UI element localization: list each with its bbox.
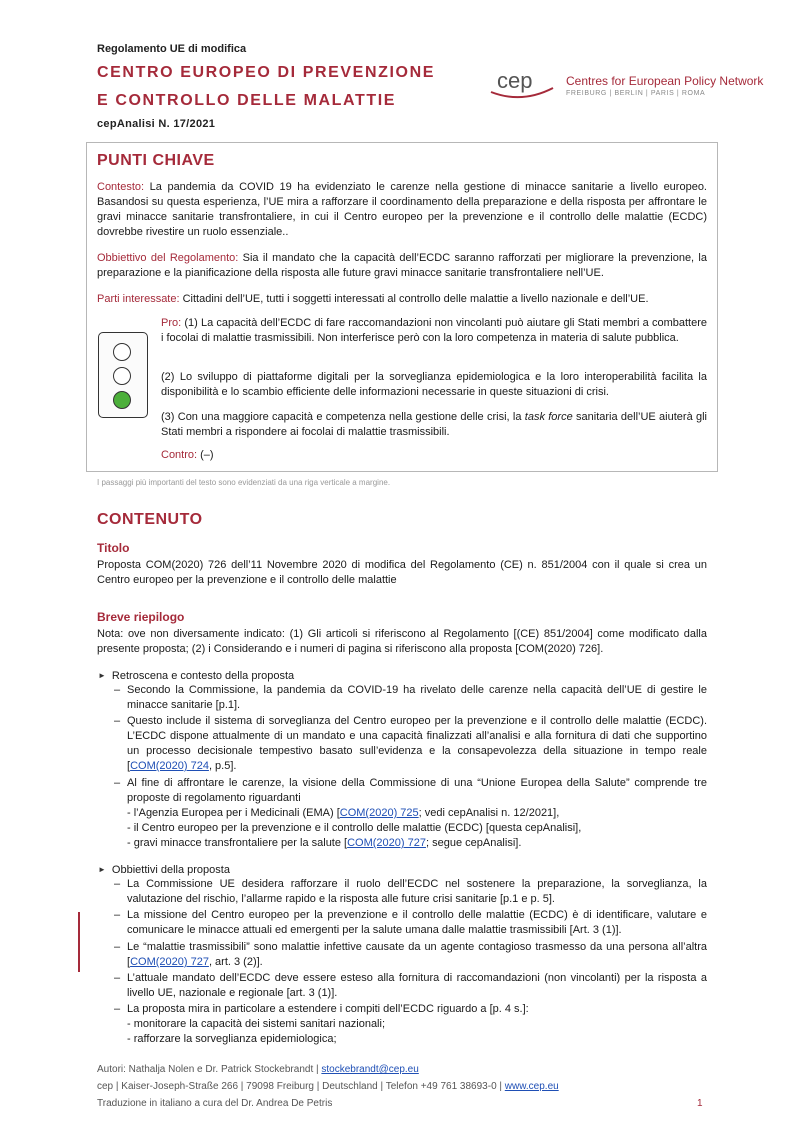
sub-text: - gravi minacce transfrontaliere per la salute [ [127,837,348,849]
title-text: Proposta COM(2020) 726 dell’11 Novembre 2020 di modifica del Regolamento (CE) n. 851/2004 con il quale si crea un Centro europeo per la prevenzione e il controllo delle malattie [97,559,707,586]
context-text: La pandemia da COVID 19 ha evidenziato le carenze nella gestione di minacce sanitarie a livello europeo. Basandosi su questa esperienza, l’UE mira a rafforzare il coordinamento della preparazione e della risposta per affrontare le gravi minacce sanitarie transfrontaliere, in cui il Centro europeo per la prevenzione e il controllo delle malattie (ECDC) dovrebbe rivestire un ruolo essenziale.. [97,181,707,238]
bullet-objectives [98,862,230,878]
title-heading: Titolo [97,541,130,555]
stakeholders-label: Parti interessate: [97,293,180,305]
dash-icon: – [114,1003,121,1015]
dash-item [114,1002,707,1017]
sub-text: ; segue cepAnalisi]. [425,837,522,849]
traffic-light-icon [98,332,148,418]
com-724-link[interactable]: COM(2020) 724 [130,760,209,772]
margin-note: I passaggi più importanti del testo sono evidenziati da una riga verticale a margine. [97,478,391,487]
summary-heading: Breve riepilogo [97,610,185,624]
pro-3-emphasis: task force [524,411,573,423]
importance-margin-bar [78,912,80,972]
key-points-heading: PUNTI CHIAVE [97,152,215,169]
traffic-light-yellow-off [113,367,131,385]
document-title-line2: E CONTROLLO DELLE MALATTIE [97,92,397,109]
footer-address [97,1081,559,1092]
pro-3-text-a: (3) Con una maggiore capacità e competenza nella gestione delle crisi, la [161,411,525,423]
objective-text: Sia il mandato che la capacità dell’ECDC saranno rafforzati per migliorare la prevenzione, la preparazione e la pianificazione della risposta alle future gravi minacce sanitarie transfrontaliere nell’UE. [97,252,707,279]
summary-note: Nota: ove non diversamente indicato: (1) Gli articoli si riferiscono al Regolamento [(CE) 851/2004] come modificato dalla presente proposta; (2) i Considerando e i numeri di pagina si riferiscono alla proposta [COM(2020) 726]. [97,628,707,655]
dash-text: Questo include il sistema di sorveglianza del Centro europeo per la prevenzione e il controllo delle malattie (ECDC). L’ECDC dispone attualmente di un mandato e una capacità finalizzati all’analisi e alla fornitura di dati che supportino un processo decisionale tempestivo basato sull’evidenza e la consapevolezza della situazione in tempo reale [ [127,715,707,772]
document-title-line1: CENTRO EUROPEO DI PREVENZIONE [97,64,435,81]
sub-text: - l’Agenzia Europea per i Medicinali (EMA) [ [127,807,340,819]
dash-text: Secondo la Commissione, la pandemia da COVID-19 ha rivelato delle carenze nella capacità dell’UE di gestire le minacce sanitarie [p.1]. [127,684,707,711]
dash-text: , p.5]. [208,760,237,772]
dash-text: L’attuale mandato dell’ECDC deve essere esteso alla fornitura di raccomandazioni (non vincolanti) per la risposta a livello UE, nazionale e regionale [art. 3 (1)]. [127,972,707,999]
logo-mark-text: cep [497,68,533,93]
footer-authors-text: Autori: Nathalja Nolen e Dr. Patrick Stockebrandt | [97,1064,322,1075]
bullet-background-title: Retroscena e contesto della proposta [111,670,295,682]
pro-paragraph-2: (2) Lo sviluppo di piattaforme digitali per la sorveglianza epidemiologica e la loro interoperabilità facilita la disponibilità e lo scambio efficiente delle informazioni necessarie in queste situazioni di crisi. [161,371,707,398]
dash-text: , art. 3 (2)]. [208,956,263,968]
bullet-background [98,668,294,684]
dash-text: La Commissione UE desidera rafforzare il ruolo dell’ECDC nel sostenere la preparazione, la sorveglianza, la valutazione del rischio, l’allarme rapido e la risposta alle future crisi sanitarie [p.1 e p. 5]. [127,878,707,905]
sub-text: ; vedi cepAnalisi n. 12/2021], [418,807,560,819]
pro-label: Pro: [161,317,182,329]
dash-item [114,776,707,806]
sub-item: - rafforzare la sorveglianza epidemiologica; [127,1033,337,1045]
sub-item [127,836,707,851]
dash-item [114,877,707,907]
sub-item: - il Centro europeo per la prevenzione e il controllo delle malattie (ECDC) [questa cepAnalisi], [127,822,582,834]
context-paragraph [97,180,707,240]
logo-cities: FREIBURG | BERLIN | PARIS | ROMA [566,90,706,97]
analysis-number: cepAnalisi N. 17/2021 [97,118,216,130]
traffic-light-green-on [113,391,131,409]
dash-item [114,683,707,713]
dash-item [114,908,707,938]
dash-item [114,714,707,774]
dash-icon: – [114,684,121,696]
context-label: Contesto: [97,181,145,193]
com-725-link[interactable]: COM(2020) 725 [339,807,419,819]
dash-icon: – [114,777,121,789]
dash-icon: – [114,715,121,727]
author-email-link[interactable]: stockebrandt@cep.eu [321,1064,419,1075]
dash-icon: – [114,972,121,984]
content-heading: CONTENUTO [97,511,203,528]
pro-paragraph-1 [161,316,707,346]
com-727-link[interactable]: COM(2020) 727 [347,837,426,849]
contra-text: (–) [200,449,214,461]
contra-paragraph [161,448,707,463]
pro-3-text-b: sanitaria dell’UE aiuterà gli Stati membri a rispondere ai focolai di malattie trasmissibili. [161,411,707,438]
com-727-link-2[interactable]: COM(2020) 727 [130,956,209,968]
sub-item: - monitorare la capacità dei sistemi sanitari nazionali; [127,1018,386,1030]
contra-label: Contro: [161,449,198,461]
dash-icon: – [114,878,121,890]
page-number: 1 [697,1098,703,1109]
document-kicker: Regolamento UE di modifica [97,43,247,55]
objective-label: Obbiettivo del Regolamento: [97,252,239,264]
sub-item [127,806,707,821]
dash-text: La proposta mira in particolare a estendere i compiti dell’ECDC riguardo a [p. 4 s.]: [127,1003,529,1015]
cep-logo-icon [487,64,557,104]
dash-item [114,940,707,970]
stakeholders-text: Cittadini dell’UE, tutti i soggetti interessati al controllo delle malattie a livello nazionale e dell’UE. [182,293,649,305]
bullet-objectives-title: Obbiettivi della proposta [111,864,230,876]
footer-authors [97,1064,419,1075]
dash-text: Le “malattie trasmissibili” sono malattie infettive causate da un agente contagioso trasmesso da una persona all’altra [ [127,941,707,968]
pro-paragraph-3 [161,410,707,440]
triangle-bullet-icon: ► [98,865,106,874]
objective-paragraph [97,251,707,281]
traffic-light-red-off [113,343,131,361]
triangle-bullet-icon: ► [98,671,106,680]
dash-icon: – [114,941,121,953]
stakeholders-paragraph [97,292,707,307]
dash-icon: – [114,909,121,921]
dash-text: Al fine di affrontare le carenze, la visione della Commissione di una “Unione Europea della Salute” comprende tre proposte di regolamento riguardanti [127,777,707,804]
pro-text-1: (1) La capacità dell’ECDC di fare raccomandazioni non vincolanti può aiutare gli Stati membri a combattere i focolai di malattie trasmissibili. Non interferisce però con la loro competenza in materia di salute pubblica. [161,317,707,344]
footer-address-text: cep | Kaiser-Joseph-Straße 266 | 79098 Freiburg | Deutschland | Telefon +49 761 38693-0 | [97,1081,505,1092]
dash-text: La missione del Centro europeo per la prevenzione e il controllo delle malattie (ECDC) è di identificare, valutare e comunicare le minacce attuali ed emergenti per la salute umana dalle malattie trasmissibili [Art. 3 (1)]. [127,909,707,936]
footer-translation: Traduzione in italiano a cura del Dr. Andrea De Petris [97,1098,333,1109]
website-link[interactable]: www.cep.eu [504,1081,559,1092]
logo-name: Centres for European Policy Network [566,74,764,88]
dash-item [114,971,707,1001]
